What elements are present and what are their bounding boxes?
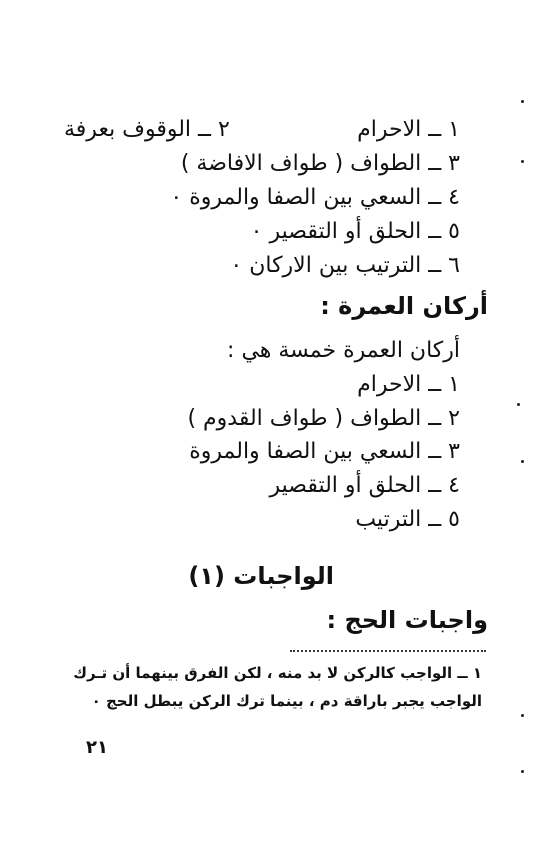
hajj-pillar-5: ٥ ــ الحلق أو التقصير ٠ (250, 219, 460, 244)
wajibat-title: الواجبات (١) (188, 562, 334, 590)
umrah-intro: أركان العمرة خمسة هي : (227, 338, 460, 363)
umrah-pillar-5: ٥ ــ الترتيب (355, 507, 460, 532)
footnote-separator (290, 650, 486, 652)
umrah-pillar-3: ٣ ــ السعي بين الصفا والمروة (189, 439, 460, 464)
hajj-pillar-6: ٦ ــ الترتيب بين الاركان ٠ (230, 253, 460, 278)
page-number: ٢١ (86, 737, 108, 758)
umrah-pillars-heading: أركان العمرة : (320, 292, 488, 320)
hajj-pillar-3: ٣ ــ الطواف ( طواف الافاضة ) (180, 151, 460, 176)
hajj-pillar-4: ٤ ــ السعي بين الصفا والمروة ٠ (170, 185, 460, 210)
scan-speck (521, 460, 524, 463)
hajj-pillar-1: ١ ــ الاحرام (357, 117, 460, 142)
hajj-obligations-heading: واجبات الحج : (326, 606, 488, 634)
umrah-pillar-1: ١ ــ الاحرام (357, 372, 460, 397)
footnote-line-2: الواجب يجبر باراقة دم ، بينما ترك الركن يبطل الحج ٠ (91, 692, 482, 710)
umrah-pillar-2: ٢ ــ الطواف ( طواف القدوم ) (187, 406, 460, 431)
umrah-pillar-4: ٤ ــ الحلق أو التقصير (269, 473, 460, 498)
footnote-line-1: ١ ــ الواجب كالركن لا بد منه ، لكن الفرق بينهما أن تـرك (73, 664, 482, 682)
scan-speck (517, 403, 520, 406)
hajj-pillar-2: ٢ ــ الوقوف بعرفة (64, 117, 230, 142)
scan-speck (521, 770, 524, 773)
scan-speck (521, 714, 524, 717)
scan-speck (521, 160, 524, 163)
scan-speck (521, 100, 524, 103)
